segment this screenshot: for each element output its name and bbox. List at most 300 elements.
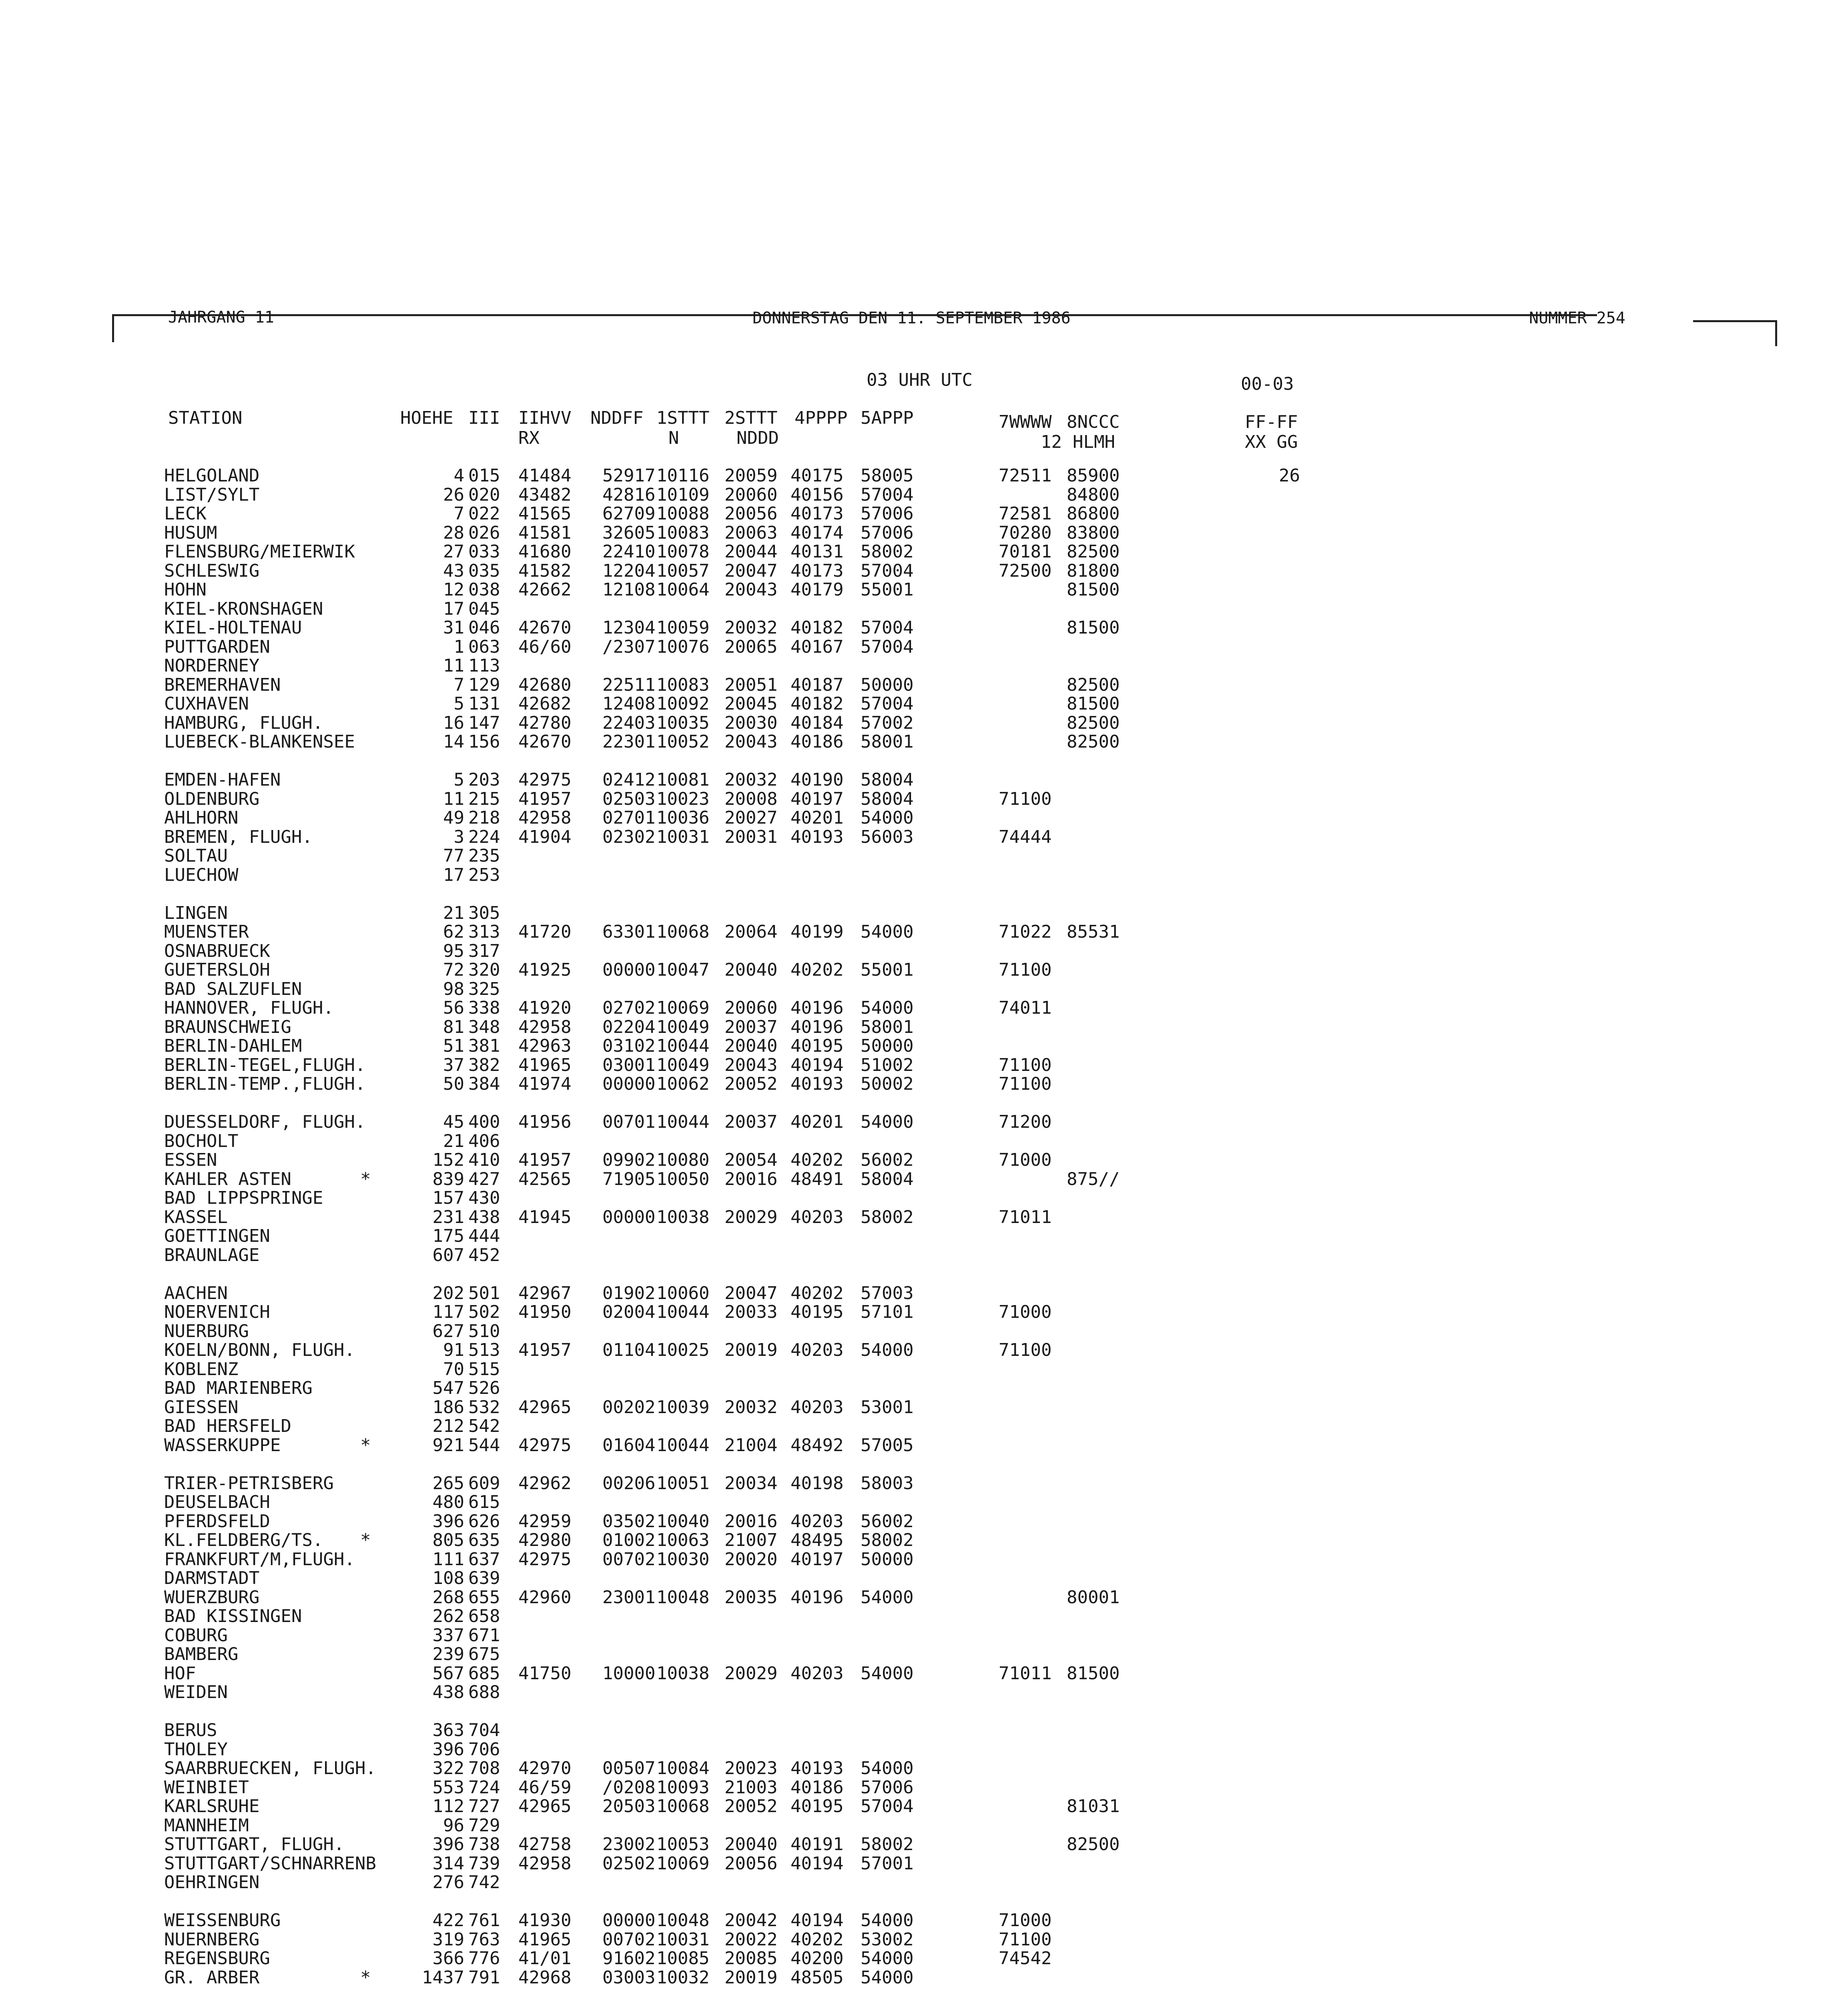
table-row [164, 1227, 1365, 1246]
station-height: 108 [432, 1568, 464, 1588]
col-iihvv-sub: RX [518, 428, 540, 448]
station-index: 046 [468, 618, 500, 638]
table-row [164, 1816, 1365, 1835]
group-5appp: 56002 [861, 1150, 914, 1170]
station-height: 202 [432, 1283, 464, 1303]
group-1sttt: 10039 [656, 1397, 710, 1418]
group-2sttt: 20032 [724, 770, 778, 790]
group-nddff: 00000 [602, 1910, 656, 1931]
col-2sttt: 2STTT [724, 408, 778, 428]
station-name: KL.FELDBERG/TS. [164, 1530, 323, 1550]
group-iihvv: 42962 [518, 1473, 572, 1494]
station-name: GUETERSLOH [164, 960, 270, 980]
station-height: 111 [432, 1549, 464, 1570]
group-2sttt: 20052 [724, 1074, 778, 1094]
station-name: LUEBECK-BLANKENSEE [164, 732, 355, 752]
station-index: 615 [468, 1492, 500, 1512]
group-4pppp: 40203 [791, 1397, 844, 1418]
group-iihvv: 42965 [518, 1796, 572, 1817]
station-height: 49 [443, 808, 464, 828]
group-2sttt: 20037 [724, 1112, 778, 1132]
table-row [164, 1303, 1365, 1322]
table-row [164, 1740, 1365, 1759]
table-row [164, 1626, 1365, 1645]
station-index: 685 [468, 1663, 500, 1684]
table-row [164, 904, 1365, 923]
group-iihvv: 42975 [518, 1549, 572, 1570]
group-2sttt: 20033 [724, 1302, 778, 1322]
group-1sttt: 10092 [656, 694, 710, 714]
station-name: SOLTAU [164, 846, 228, 866]
station-index: 131 [468, 694, 500, 714]
station-name: GOETTINGEN [164, 1226, 270, 1246]
station-index: 235 [468, 846, 500, 866]
table-row [164, 1873, 1365, 1892]
group-8nccc: 86800 [1067, 503, 1120, 524]
station-height: 212 [432, 1416, 464, 1436]
station-index: 317 [468, 940, 500, 961]
group-nddff: 01104 [602, 1340, 656, 1360]
station-index: 147 [468, 712, 500, 733]
station-index: 218 [468, 808, 500, 828]
group-5appp: 50000 [861, 1549, 914, 1570]
group-iihvv: 42662 [518, 579, 572, 600]
station-height: 12 [443, 579, 464, 600]
station-height: 28 [443, 522, 464, 543]
station-index: 253 [468, 864, 500, 885]
station-name: BAD MARIENBERG [164, 1378, 313, 1398]
station-name: MANNHEIM [164, 1815, 249, 1836]
group-iihvv: 43482 [518, 484, 572, 505]
group-2sttt: 20019 [724, 1340, 778, 1360]
group-2sttt: 21007 [724, 1530, 778, 1550]
group-1sttt: 10063 [656, 1530, 710, 1550]
station-index: 542 [468, 1416, 500, 1436]
station-height: 175 [432, 1226, 464, 1246]
group-nddff: 12204 [602, 560, 656, 581]
station-index: 761 [468, 1910, 500, 1931]
table-row [164, 1132, 1365, 1151]
group-nddff: 01002 [602, 1530, 656, 1550]
station-index: 763 [468, 1929, 500, 1950]
group-4pppp: 40186 [791, 1777, 844, 1798]
group-7wwww: 71000 [999, 1910, 1052, 1931]
station-index: 129 [468, 674, 500, 695]
station-name: NUERBURG [164, 1321, 249, 1341]
group-4pppp: 40195 [791, 1302, 844, 1322]
group-8nccc: 85900 [1067, 465, 1120, 486]
table-row [164, 1322, 1365, 1341]
group-5appp: 57004 [861, 484, 914, 505]
group-5appp: 57004 [861, 618, 914, 638]
table-row [164, 466, 1365, 485]
station-height: 70 [443, 1359, 464, 1379]
station-height: 95 [443, 940, 464, 961]
group-1sttt: 10053 [656, 1834, 710, 1855]
station-height: 231 [432, 1207, 464, 1227]
table-row [164, 770, 1365, 790]
section-gap [164, 1094, 1365, 1113]
group-5appp: 55001 [861, 960, 914, 980]
station-name: HAMBURG, FLUGH. [164, 712, 323, 733]
station-height: 805 [432, 1530, 464, 1550]
group-nddff: 00206 [602, 1473, 656, 1494]
group-4pppp: 40182 [791, 618, 844, 638]
station-height: 98 [443, 978, 464, 999]
station-index: 203 [468, 770, 500, 790]
group-1sttt: 10023 [656, 788, 710, 809]
col-2sttt-sub: NDDD [736, 428, 779, 448]
group-nddff: 02302 [602, 826, 656, 847]
table-row [164, 1284, 1365, 1303]
group-5appp: 54000 [861, 1663, 914, 1684]
station-name: PUTTGARDEN [164, 636, 270, 657]
table-row [164, 1531, 1365, 1550]
group-iihvv: 41565 [518, 503, 572, 524]
group-iihvv: 41904 [518, 826, 572, 847]
group-2sttt: 21004 [724, 1435, 778, 1456]
group-7wwww: 72581 [999, 503, 1052, 524]
station-height: 839 [432, 1169, 464, 1189]
station-index: 708 [468, 1758, 500, 1778]
group-4pppp: 40167 [791, 636, 844, 657]
group-5appp: 51002 [861, 1055, 914, 1075]
group-5appp: 53002 [861, 1929, 914, 1950]
group-8nccc: 85531 [1067, 922, 1120, 942]
station-height: 117 [432, 1302, 464, 1322]
group-2sttt: 21003 [724, 1777, 778, 1798]
group-8nccc: 82500 [1067, 674, 1120, 695]
table-row [164, 485, 1365, 505]
group-7wwww: 74542 [999, 1948, 1052, 1969]
group-nddff: 01902 [602, 1283, 656, 1303]
group-2sttt: 20020 [724, 1549, 778, 1570]
table-row [164, 1588, 1365, 1607]
group-5appp: 50002 [861, 1074, 914, 1094]
group-1sttt: 10060 [656, 1283, 710, 1303]
station-index: 224 [468, 826, 500, 847]
station-height: 921 [432, 1435, 464, 1456]
station-index: 313 [468, 922, 500, 942]
group-4pppp: 40198 [791, 1473, 844, 1494]
group-5appp: 58004 [861, 788, 914, 809]
group-nddff: 00702 [602, 1549, 656, 1570]
group-iihvv: 42963 [518, 1036, 572, 1056]
group-4pppp: 40184 [791, 712, 844, 733]
table-row [164, 1949, 1365, 1968]
station-name: BERUS [164, 1720, 217, 1740]
group-iihvv: 41720 [518, 922, 572, 942]
group-iihvv: 41956 [518, 1112, 572, 1132]
table-row [164, 580, 1365, 599]
group-iihvv: 41484 [518, 465, 572, 486]
group-5appp: 58001 [861, 732, 914, 752]
group-1sttt: 10049 [656, 1055, 710, 1075]
group-1sttt: 10031 [656, 826, 710, 847]
header-rule-right-end [1775, 320, 1777, 346]
period: 00-03 [1241, 374, 1294, 394]
table-row [164, 561, 1365, 581]
station-height: 72 [443, 960, 464, 980]
group-iihvv: 42980 [518, 1530, 572, 1550]
table-row [164, 676, 1365, 695]
group-nddff: /0208 [602, 1777, 656, 1798]
group-1sttt: 10044 [656, 1112, 710, 1132]
group-iihvv: 46/59 [518, 1777, 572, 1798]
station-name: BERLIN-TEMP.,FLUGH. [164, 1074, 366, 1094]
group-nddff: 12108 [602, 579, 656, 600]
group-7wwww: 72511 [999, 465, 1052, 486]
station-name: BRAUNLAGE [164, 1245, 260, 1265]
group-nddff: 23001 [602, 1587, 656, 1608]
group-4pppp: 40202 [791, 1929, 844, 1950]
group-2sttt: 20054 [724, 1150, 778, 1170]
group-1sttt: 10069 [656, 1853, 710, 1874]
station-name: LIST/SYLT [164, 484, 260, 505]
group-5appp: 57006 [861, 1777, 914, 1798]
group-ff: 26 [1279, 465, 1300, 486]
group-4pppp: 40187 [791, 674, 844, 695]
station-name: BAD KISSINGEN [164, 1606, 302, 1626]
group-2sttt: 20031 [724, 826, 778, 847]
table-row [164, 1189, 1365, 1208]
group-2sttt: 20043 [724, 579, 778, 600]
group-5appp: 54000 [861, 998, 914, 1018]
station-index: 704 [468, 1720, 500, 1740]
table-row [164, 732, 1365, 752]
group-4pppp: 40173 [791, 560, 844, 581]
table-row [164, 980, 1365, 999]
group-7wwww: 71000 [999, 1302, 1052, 1322]
table-row [164, 1930, 1365, 1949]
group-iihvv: 41965 [518, 1929, 572, 1950]
table-row [164, 1056, 1365, 1075]
station-height: 607 [432, 1245, 464, 1265]
mountain-station-marker: * [360, 1967, 371, 1988]
mountain-station-marker: * [360, 1530, 371, 1550]
station-height: 45 [443, 1112, 464, 1132]
group-iihvv: 42780 [518, 712, 572, 733]
station-index: 338 [468, 998, 500, 1018]
station-height: 50 [443, 1074, 464, 1094]
header-rule-left [112, 314, 114, 342]
group-1sttt: 10047 [656, 960, 710, 980]
station-height: 363 [432, 1720, 464, 1740]
col-8nccc-sub: HLMH [1073, 432, 1115, 452]
station-index: 688 [468, 1682, 500, 1702]
station-height: 239 [432, 1644, 464, 1664]
station-index: 026 [468, 522, 500, 543]
group-iihvv: 42680 [518, 674, 572, 695]
station-index: 452 [468, 1245, 500, 1265]
station-index: 729 [468, 1815, 500, 1836]
group-1sttt: 10064 [656, 579, 710, 600]
station-height: 7 [453, 503, 464, 524]
group-4pppp: 48495 [791, 1530, 844, 1550]
station-height: 396 [432, 1511, 464, 1532]
group-2sttt: 20008 [724, 788, 778, 809]
group-2sttt: 20016 [724, 1169, 778, 1189]
table-row [164, 1417, 1365, 1436]
station-height: 4 [453, 465, 464, 486]
group-5appp: 54000 [861, 1340, 914, 1360]
table-row [164, 1968, 1365, 1987]
station-name: BERLIN-DAHLEM [164, 1036, 302, 1056]
group-iihvv: 42758 [518, 1834, 572, 1855]
group-iihvv: 42958 [518, 808, 572, 828]
group-5appp: 54000 [861, 1587, 914, 1608]
group-7wwww: 71100 [999, 1074, 1052, 1094]
group-nddff: 91602 [602, 1948, 656, 1969]
group-iihvv: 41965 [518, 1055, 572, 1075]
station-index: 544 [468, 1435, 500, 1456]
group-1sttt: 10068 [656, 1796, 710, 1817]
group-5appp: 58001 [861, 1017, 914, 1037]
station-index: 776 [468, 1948, 500, 1969]
station-name: DUESSELDORF, FLUGH. [164, 1112, 366, 1132]
group-7wwww: 70181 [999, 541, 1052, 562]
group-4pppp: 40196 [791, 1587, 844, 1608]
section-gap [164, 1892, 1365, 1911]
group-7wwww: 71100 [999, 1340, 1052, 1360]
group-4pppp: 40190 [791, 770, 844, 790]
group-iihvv: 42670 [518, 618, 572, 638]
station-index: 156 [468, 732, 500, 752]
table-row [164, 808, 1365, 828]
group-iihvv: 41/01 [518, 1948, 572, 1969]
mountain-station-marker: * [360, 1169, 371, 1189]
group-iihvv: 42958 [518, 1853, 572, 1874]
group-1sttt: 10083 [656, 674, 710, 695]
group-4pppp: 48492 [791, 1435, 844, 1456]
station-height: 31 [443, 618, 464, 638]
group-5appp: 57004 [861, 636, 914, 657]
group-5appp: 58002 [861, 1207, 914, 1227]
group-nddff: 10000 [602, 1663, 656, 1684]
group-2sttt: 20023 [724, 1758, 778, 1778]
station-height: 1 [453, 636, 464, 657]
group-4pppp: 40131 [791, 541, 844, 562]
table-row [164, 523, 1365, 543]
group-2sttt: 20043 [724, 1055, 778, 1075]
station-height: 21 [443, 1131, 464, 1151]
station-index: 400 [468, 1112, 500, 1132]
station-index: 609 [468, 1473, 500, 1494]
group-iihvv: 42682 [518, 694, 572, 714]
table-row [164, 1075, 1365, 1094]
group-2sttt: 20060 [724, 998, 778, 1018]
station-index: 724 [468, 1777, 500, 1798]
group-4pppp: 40186 [791, 732, 844, 752]
group-nddff: 00702 [602, 1929, 656, 1950]
table-row [164, 542, 1365, 561]
group-5appp: 57006 [861, 522, 914, 543]
group-nddff: 03102 [602, 1036, 656, 1056]
station-name: BERLIN-TEGEL,FLUGH. [164, 1055, 366, 1075]
group-iihvv: 41957 [518, 1150, 572, 1170]
station-name: BAD LIPPSPRINGE [164, 1188, 323, 1208]
group-nddff: 02503 [602, 788, 656, 809]
station-name: LINGEN [164, 902, 228, 923]
station-index: 038 [468, 579, 500, 600]
station-name: GR. ARBER [164, 1967, 260, 1988]
station-height: 567 [432, 1663, 464, 1684]
group-iihvv: 42565 [518, 1169, 572, 1189]
table-row [164, 1474, 1365, 1493]
group-nddff: 62709 [602, 503, 656, 524]
group-nddff: 22301 [602, 732, 656, 752]
group-nddff: 20503 [602, 1796, 656, 1817]
group-1sttt: 10093 [656, 1777, 710, 1798]
group-1sttt: 10084 [656, 1758, 710, 1778]
table-row [164, 694, 1365, 714]
group-iihvv: 42965 [518, 1397, 572, 1418]
group-1sttt: 10031 [656, 1929, 710, 1950]
col-7wwww-sub: 12 [1041, 432, 1062, 452]
group-1sttt: 10036 [656, 808, 710, 828]
station-name: OEHRINGEN [164, 1872, 260, 1893]
station-height: 268 [432, 1587, 464, 1608]
group-7wwww: 74011 [999, 998, 1052, 1018]
group-2sttt: 20064 [724, 922, 778, 942]
group-nddff: 63301 [602, 922, 656, 942]
group-8nccc: 82500 [1067, 712, 1120, 733]
col-iii: III [468, 408, 500, 428]
group-5appp: 57004 [861, 694, 914, 714]
group-4pppp: 40203 [791, 1207, 844, 1227]
group-2sttt: 20042 [724, 1910, 778, 1931]
table-row [164, 1759, 1365, 1778]
station-height: 11 [443, 656, 464, 676]
group-1sttt: 10085 [656, 1948, 710, 1969]
station-height: 396 [432, 1739, 464, 1760]
group-1sttt: 10038 [656, 1207, 710, 1227]
station-height: 14 [443, 732, 464, 752]
group-4pppp: 40202 [791, 1150, 844, 1170]
table-row [164, 599, 1365, 619]
station-height: 77 [443, 846, 464, 866]
table-row [164, 1360, 1365, 1379]
station-index: 035 [468, 560, 500, 581]
group-8nccc: 81031 [1067, 1796, 1120, 1817]
group-5appp: 54000 [861, 1112, 914, 1132]
group-2sttt: 20022 [724, 1929, 778, 1950]
section-gap [164, 1265, 1365, 1284]
station-name: BAD SALZUFLEN [164, 978, 302, 999]
group-2sttt: 20047 [724, 1283, 778, 1303]
group-4pppp: 40195 [791, 1796, 844, 1817]
group-iihvv: 42975 [518, 770, 572, 790]
group-iihvv: 41920 [518, 998, 572, 1018]
jahrgang: JAHRGANG 11 [168, 308, 274, 327]
station-name: KIEL-KRONSHAGEN [164, 598, 323, 619]
group-5appp: 57004 [861, 560, 914, 581]
station-index: 215 [468, 788, 500, 809]
group-4pppp: 40203 [791, 1340, 844, 1360]
station-name: OLDENBURG [164, 788, 260, 809]
station-name: PFERDSFELD [164, 1511, 270, 1532]
table-row [164, 922, 1365, 942]
station-height: 366 [432, 1948, 464, 1969]
group-4pppp: 40156 [791, 484, 844, 505]
col-hoehe: HOEHE [400, 408, 453, 428]
col-5appp: 5APPP [861, 408, 914, 428]
group-nddff: 71905 [602, 1169, 656, 1189]
table-row [164, 866, 1365, 885]
issue-date: DONNERSTAG DEN 11. SEPTEMBER 1986 [752, 309, 1071, 327]
group-1sttt: 10062 [656, 1074, 710, 1094]
group-iihvv: 41750 [518, 1663, 572, 1684]
